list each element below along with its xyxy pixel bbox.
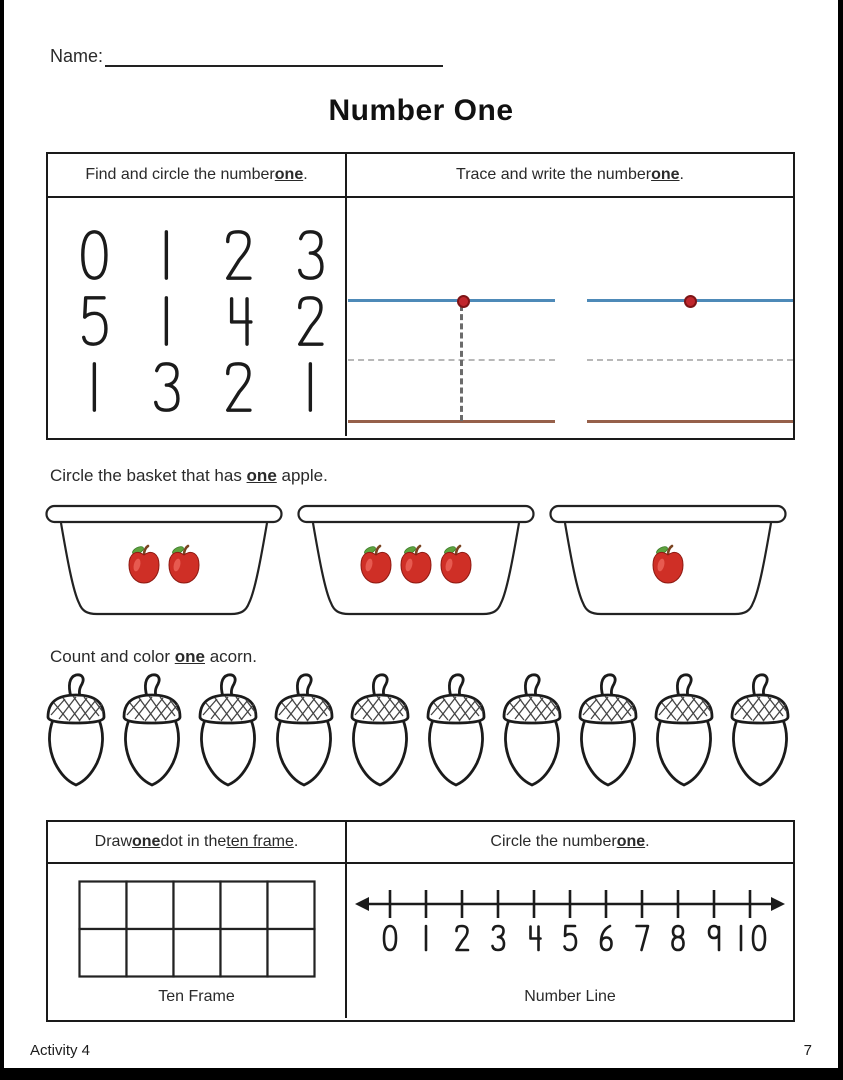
grid-number-1[interactable] — [274, 354, 346, 420]
trace-bottom-line — [587, 420, 793, 423]
text-segment: Count and color — [50, 647, 175, 666]
bottom-activity-table — [46, 820, 795, 1022]
top-activity-table — [46, 152, 795, 440]
acorn-9[interactable] — [646, 672, 722, 803]
activity-label: Activity 4 — [30, 1042, 91, 1059]
acorn-row — [38, 672, 804, 803]
text-segment: one — [616, 833, 646, 850]
start-dot — [684, 295, 697, 308]
text-segment: apple. — [276, 466, 328, 485]
acorn-3[interactable] — [190, 672, 266, 803]
ten-frame-cell[interactable] — [127, 882, 174, 930]
trace-mid-line — [587, 359, 793, 361]
grid-number-2[interactable] — [202, 354, 274, 420]
ten-frame-cell[interactable] — [221, 929, 268, 977]
acorn-icon — [114, 672, 190, 798]
find-circle-header — [48, 154, 347, 196]
acorn-icon — [342, 672, 418, 798]
grid-number-3[interactable] — [274, 222, 346, 288]
text-segment: one — [246, 466, 277, 485]
number-line-label-5[interactable] — [565, 926, 577, 950]
ten-frame-cell[interactable] — [221, 882, 268, 930]
trace-top-line — [348, 299, 555, 302]
text-segment: one — [274, 166, 304, 183]
acorn-icon — [570, 672, 646, 798]
number-line-label: Number Line — [524, 988, 616, 1005]
number-line-header — [347, 822, 793, 862]
number-line-label-10[interactable] — [741, 926, 765, 950]
trace-write-header — [347, 154, 793, 196]
acorn-8[interactable] — [570, 672, 646, 803]
ten-frame-cell[interactable] — [80, 882, 127, 930]
ten-frame-label: Ten Frame — [158, 988, 235, 1005]
acorns-instruction — [50, 647, 257, 667]
start-dot — [457, 295, 470, 308]
trace-bottom-line — [348, 420, 555, 423]
grid-number-0[interactable] — [58, 222, 130, 288]
arrow-right-icon — [771, 897, 785, 911]
number-line[interactable] — [352, 882, 788, 963]
ten-frame-cell[interactable] — [174, 882, 221, 930]
trace-write-area[interactable] — [347, 198, 793, 436]
basket-with-2-apples[interactable] — [45, 503, 283, 621]
text-segment: . — [303, 166, 308, 183]
baskets-instruction — [50, 466, 328, 486]
text-segment: one — [651, 166, 680, 183]
grid-number-3[interactable] — [130, 354, 202, 420]
number-line-label-9[interactable] — [709, 926, 719, 950]
name-row — [50, 46, 443, 67]
trace-segment[interactable] — [587, 198, 793, 436]
trace-segment[interactable] — [348, 198, 555, 436]
text-segment: one — [132, 833, 161, 850]
number-line-label-8[interactable] — [673, 926, 684, 950]
text-segment: Find and circle the number — [85, 166, 275, 183]
text-segment: acorn. — [204, 647, 257, 666]
acorn-icon — [38, 672, 114, 798]
text-segment: Draw — [94, 833, 132, 850]
name-input-line[interactable] — [105, 47, 443, 67]
ten-frame-cell[interactable] — [127, 929, 174, 977]
ten-frame-cell[interactable] — [268, 929, 315, 977]
text-segment: . — [679, 166, 684, 183]
number-line-label-4[interactable] — [531, 927, 541, 951]
grid-number-2[interactable] — [274, 288, 346, 354]
ten-frame-grid[interactable] — [78, 880, 316, 983]
text-segment: Circle the basket that has — [50, 466, 247, 485]
trace-mid-line — [348, 359, 555, 361]
number-grid — [58, 222, 346, 420]
number-line-cell — [347, 864, 793, 1018]
ten-frame-cell[interactable] — [174, 929, 221, 977]
ten-frame-cell — [48, 864, 347, 1018]
acorn-icon — [266, 672, 342, 798]
acorn-icon — [190, 672, 266, 798]
text-segment: . — [645, 833, 650, 850]
number-line-label-3[interactable] — [493, 926, 505, 950]
text-segment: Trace and write the number — [456, 166, 652, 183]
number-line-label-2[interactable] — [457, 926, 469, 950]
bottom-table-body — [48, 864, 793, 1018]
text-segment: dot in the — [160, 833, 227, 850]
basket-with-3-apples[interactable] — [297, 503, 535, 621]
acorn-5[interactable] — [342, 672, 418, 803]
acorn-icon — [494, 672, 570, 798]
basket-with-1-apples[interactable] — [549, 503, 787, 621]
acorn-icon — [418, 672, 494, 798]
text-segment: ten frame — [226, 833, 294, 850]
text-segment: . — [293, 833, 299, 850]
number-line-label-7[interactable] — [637, 926, 649, 950]
grid-number-1[interactable] — [58, 354, 130, 420]
worksheet-sheet — [4, 0, 838, 1068]
text-segment: Circle the number — [490, 833, 617, 850]
acorn-4[interactable] — [266, 672, 342, 803]
number-line-label-0[interactable] — [384, 926, 396, 950]
top-table-body — [48, 198, 793, 436]
find-circle-cell — [48, 198, 347, 436]
text-segment: one — [174, 647, 205, 666]
grid-number-5[interactable] — [58, 288, 130, 354]
ten-frame-cell[interactable] — [268, 882, 315, 930]
grid-number-4[interactable] — [202, 288, 274, 354]
acorn-6[interactable] — [418, 672, 494, 803]
acorn-7[interactable] — [494, 672, 570, 803]
baskets-row — [45, 503, 797, 623]
grid-number-1[interactable] — [130, 222, 202, 288]
acorn-icon — [646, 672, 722, 798]
grid-number-1[interactable] — [130, 288, 202, 354]
page-title: Number One — [328, 94, 514, 127]
traceable-digit-one[interactable] — [460, 305, 463, 421]
bottom-table-header — [48, 822, 793, 864]
ten-frame-cell[interactable] — [80, 929, 127, 977]
number-line-label-6[interactable] — [601, 926, 612, 950]
top-table-header — [48, 154, 793, 198]
grid-number-2[interactable] — [202, 222, 274, 288]
acorn-icon — [722, 672, 798, 798]
acorn-10[interactable] — [722, 672, 798, 803]
page-number: 7 — [803, 1042, 812, 1059]
acorn-1[interactable] — [38, 672, 114, 803]
acorn-2[interactable] — [114, 672, 190, 803]
arrow-left-icon — [355, 897, 369, 911]
ten-frame-header — [48, 822, 347, 862]
name-label: Name: — [50, 46, 104, 66]
